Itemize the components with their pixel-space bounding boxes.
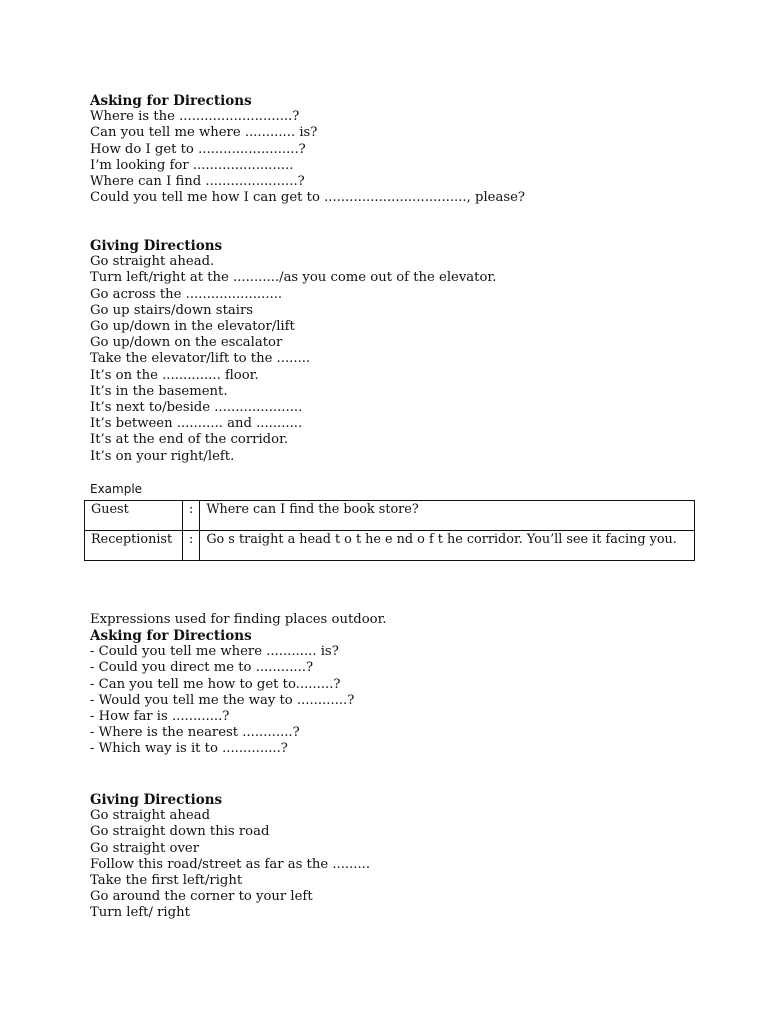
phrase-line: Follow this road/street as far as the ......... [90, 856, 371, 872]
phrase-line: Where is the ...........................? [90, 109, 300, 125]
phrase-line: Go straight down this road [90, 824, 270, 840]
section-heading: Giving Directions [90, 238, 223, 254]
phrase-line: It’s between ........... and ........... [90, 416, 303, 432]
phrase-line: Go around the corner to your left [90, 889, 313, 905]
phrase-line: How do I get to ........................? [90, 141, 306, 157]
section-heading: Asking for Directions [90, 93, 252, 109]
giving-directions-indoor-section [90, 238, 730, 465]
phrase-line: - Could you direct me to ............? [90, 660, 314, 676]
phrase-line: - How far is ............? [90, 709, 230, 725]
colon-cell: : [183, 531, 200, 561]
phrase-line: Go up/down on the escalator [90, 335, 283, 351]
example-label: Example [90, 482, 143, 496]
phrase-line: - Could you tell me where ............ is? [90, 644, 339, 660]
table-row [85, 501, 695, 531]
phrase-line: Go up/down in the elevator/lift [90, 319, 295, 335]
phrase-line: - Would you tell me the way to ............? [90, 692, 355, 708]
table-row [85, 531, 695, 561]
phrase-line: Where can I find ......................? [90, 174, 305, 190]
phrase-line: I’m looking for ........................ [90, 157, 294, 173]
phrase-line: It’s at the end of the corridor. [90, 432, 289, 448]
section-heading: Asking for Directions [90, 628, 252, 644]
phrase-line: Go straight ahead [90, 808, 211, 824]
phrase-line: Take the first left/right [90, 873, 243, 889]
phrase-line: It’s on the .............. floor. [90, 367, 259, 383]
phrase-line: Can you tell me where ............ is? [90, 125, 318, 141]
phrase-line: - Where is the nearest ............? [90, 725, 300, 741]
phrase-line: It’s on your right/left. [90, 448, 235, 464]
asking-directions-outdoor-section [90, 628, 730, 758]
phrase-line: It’s next to/beside ..................... [90, 400, 303, 416]
phrase-line: Go across the ....................... [90, 286, 283, 302]
phrase-line: Could you tell me how I can get to .................................., please? [90, 190, 525, 206]
example-dialogue-table [84, 500, 695, 561]
utterance-cell: Where can I find the book store? [200, 501, 695, 531]
phrase-line: It’s in the basement. [90, 383, 228, 399]
phrase-line: Go straight over [90, 840, 200, 856]
phrase-line: Turn left/right at the .........../as you come out of the elevator. [90, 270, 497, 286]
asking-directions-indoor-section [90, 93, 730, 206]
phrase-line: - Which way is it to ..............? [90, 741, 288, 757]
phrase-line: Turn left/ right [90, 905, 190, 921]
speaker-cell: Guest [85, 501, 183, 531]
phrase-line: Take the elevator/lift to the ........ [90, 351, 311, 367]
colon-cell: : [183, 501, 200, 531]
giving-directions-outdoor-section [90, 792, 730, 922]
phrase-line: Go straight ahead. [90, 254, 215, 270]
phrase-line: - Can you tell me how to get to.........? [90, 676, 341, 692]
speaker-cell: Receptionist [85, 531, 183, 561]
utterance-cell: Go s traight a head t o t he e nd o f t he corridor. You’ll see it facing you. [200, 531, 695, 561]
phrase-line: Go up stairs/down stairs [90, 302, 254, 318]
section-heading: Giving Directions [90, 792, 223, 808]
outdoor-intro-text: Expressions used for finding places outdoor. [90, 612, 387, 627]
